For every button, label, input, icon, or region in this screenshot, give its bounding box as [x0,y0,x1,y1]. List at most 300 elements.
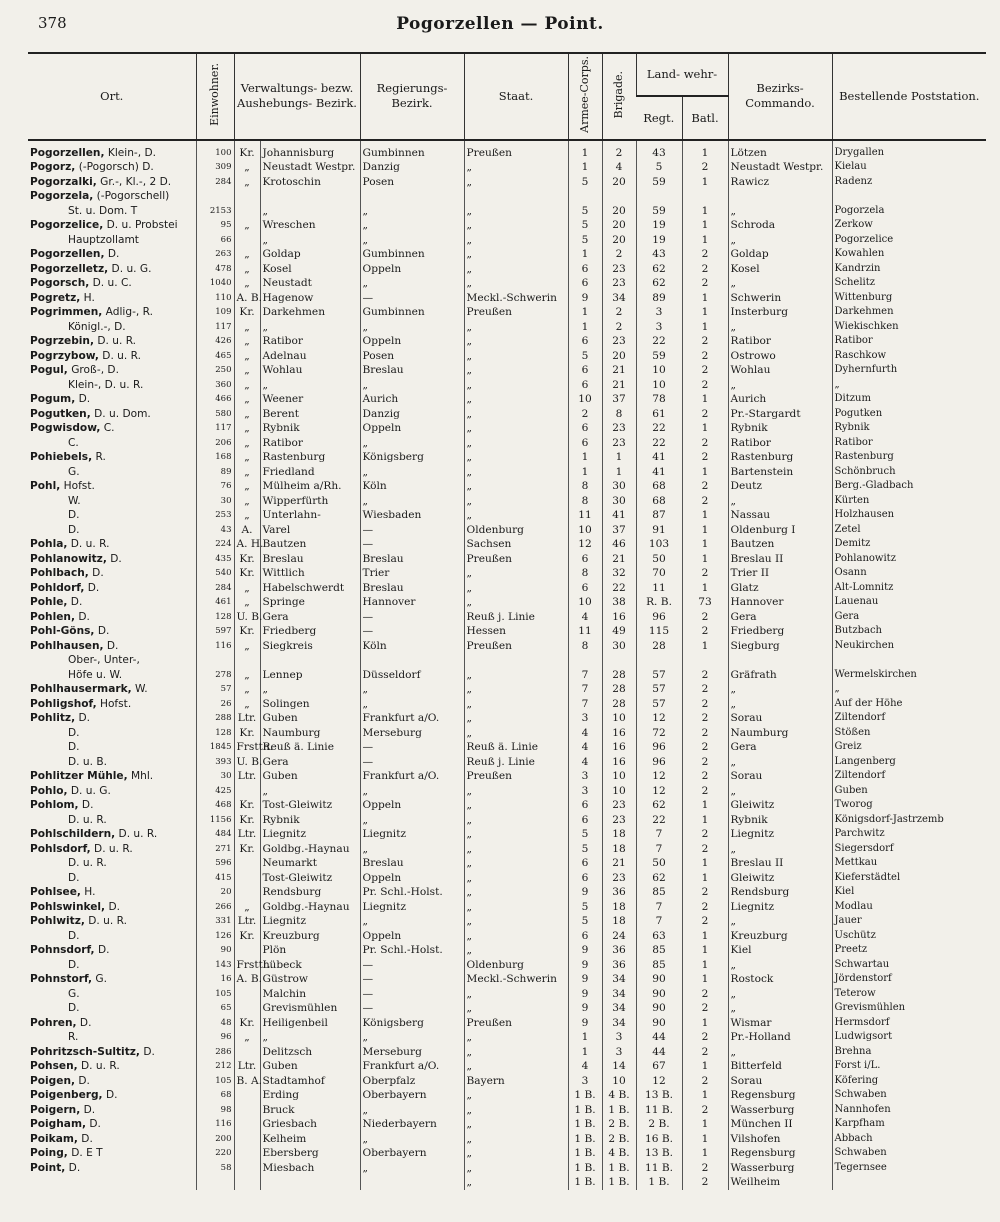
cell-staat: Bayern [464,1074,568,1089]
cell-post [832,189,986,204]
cell-reg: Breslau [360,552,464,567]
table-row [28,320,986,335]
cell-regt: 115 [636,624,682,639]
cell-name: Pogwisdow, C. [30,422,115,435]
cell-ak: 6 [568,929,602,944]
cell-regt: 68 [636,479,682,494]
cell-regt: 22 [636,436,682,451]
cell-regt: 96 [636,740,682,755]
cell-batl: 2 [682,1074,728,1089]
cell-bezirk: Breslau [260,552,360,567]
cell-batl: 2 [682,987,728,1002]
cell-batl: 2 [682,842,728,857]
cell-kind: Kr. [234,552,260,567]
cell-staat: „ [464,581,568,596]
cell-kind: „ [234,276,260,291]
page-number: 378 [38,14,67,32]
cell-kind [234,987,260,1002]
cell-ew: 143 [196,958,234,973]
cell-staat: „ [464,1161,568,1176]
cell-ew [196,653,234,668]
cell-kdo: Rastenburg [728,450,832,465]
table-row [28,958,986,973]
cell-ew: 100 [196,140,234,161]
cell-post: Gera [832,610,986,625]
cell-batl: 2 [682,436,728,451]
cell-kdo: Nassau [728,508,832,523]
cell-reg: „ [360,233,464,248]
cell-ew: 1845 [196,740,234,755]
cell-kdo: „ [728,682,832,697]
cell-batl: 2 [682,610,728,625]
table-row [28,566,986,581]
cell-name: Pohlo, D. u. G. [30,784,111,797]
table-row [28,987,986,1002]
cell-brig: 10 [602,711,636,726]
cell-kdo: Sorau [728,1074,832,1089]
cell-name: D. [68,523,80,536]
cell-staat: „ [464,784,568,799]
cell-bezirk: Naumburg [260,726,360,741]
cell-regt: 7 [636,827,682,842]
cell-regt: 90 [636,1016,682,1031]
cell-reg: Gumbinnen [360,140,464,161]
cell-batl: 2 [682,1103,728,1118]
cell-reg: Liegnitz [360,900,464,915]
cell-brig: 18 [602,827,636,842]
cell-reg: — [360,740,464,755]
cell-ew: 76 [196,479,234,494]
cell-name: Pogorzellen, Klein-, D. [30,146,157,159]
cell-batl: 1 [682,218,728,233]
table-row [28,450,986,465]
cell-brig: 30 [602,639,636,654]
cell-brig: 16 [602,610,636,625]
table-row [28,392,986,407]
cell-batl: 1 [682,972,728,987]
cell-ew: 309 [196,160,234,175]
cell-regt: 11 B. [636,1161,682,1176]
table-row [28,1161,986,1176]
cell-reg: „ [360,697,464,712]
table-row [28,552,986,567]
cell-reg: Breslau [360,363,464,378]
cell-ew: 484 [196,827,234,842]
cell-regt: 44 [636,1030,682,1045]
cell-kind: „ [234,421,260,436]
cell-post: Ziltendorf [832,769,986,784]
cell-ak: 6 [568,334,602,349]
cell-kdo: Liegnitz [728,827,832,842]
cell-kdo: Kosel [728,262,832,277]
cell-batl: 2 [682,479,728,494]
cell-bezirk: Weener [260,392,360,407]
cell-reg: Niederbayern [360,1117,464,1132]
cell-name: Pogutken, D. u. Dom. [30,407,151,420]
cell-bezirk: Miesbach [260,1161,360,1176]
cell-kdo: „ [728,697,832,712]
cell-kdo: Hannover [728,595,832,610]
cell-kdo: Siegburg [728,639,832,654]
cell-ew: 331 [196,914,234,929]
cell-brig: 10 [602,769,636,784]
col-einwohner: Einwohner. [196,53,234,140]
cell-brig: 1 [602,465,636,480]
cell-regt: 90 [636,972,682,987]
cell-ak: 4 [568,726,602,741]
cell-post: Zerkow [832,218,986,233]
cell-reg: „ [360,465,464,480]
cell-post: „ [832,682,986,697]
cell-name: Poigenberg, D. [30,1089,118,1102]
cell-staat: „ [464,871,568,886]
cell-regt: 7 [636,914,682,929]
cell-name: Pohritzsch-Sultitz, D. [30,1045,155,1058]
col-verwaltung: Verwaltungs- bezw. Aushebungs- Bezirk. [234,53,360,140]
cell-regt: 12 [636,711,682,726]
cell-batl: 2 [682,494,728,509]
cell-ew: 57 [196,682,234,697]
cell-kdo: Kiel [728,943,832,958]
table-row [28,204,986,219]
cell-regt: 85 [636,943,682,958]
cell-post: Lauenau [832,595,986,610]
cell-post: Ratibor [832,334,986,349]
cell-reg: Pr. Schl.-Holst. [360,885,464,900]
cell-batl: 1 [682,1132,728,1147]
cell-reg [360,653,464,668]
gazetteer-table [28,52,986,1190]
cell-kdo: Rybnik [728,813,832,828]
cell-bezirk: Rendsburg [260,885,360,900]
cell-ak: 9 [568,943,602,958]
cell-bezirk: „ [260,320,360,335]
cell-regt: 90 [636,987,682,1002]
cell-ak: 6 [568,581,602,596]
cell-post: Forst i/L. [832,1059,986,1074]
cell-bezirk: Rybnik [260,421,360,436]
cell-kind: Kr. [234,929,260,944]
cell-staat: „ [464,204,568,219]
cell-kdo: „ [728,276,832,291]
cell-bezirk: Siegkreis [260,639,360,654]
table-row [28,334,986,349]
cell-batl: 1 [682,204,728,219]
cell-name: Pohlbach, D. [30,567,104,580]
cell-regt: 43 [636,140,682,161]
cell-staat: „ [464,247,568,262]
col-regierung: Regierungs- Bezirk. [360,53,464,140]
cell-ew: 580 [196,407,234,422]
cell-staat: „ [464,566,568,581]
cell-batl: 2 [682,624,728,639]
cell-post: Wittenburg [832,291,986,306]
table-row [28,1016,986,1031]
cell-staat: „ [464,175,568,190]
cell-ew: 30 [196,769,234,784]
cell-kdo: „ [728,914,832,929]
cell-brig: 24 [602,929,636,944]
cell-kdo: Insterburg [728,305,832,320]
cell-kind [234,653,260,668]
cell-staat: „ [464,1088,568,1103]
cell-kind [234,943,260,958]
cell-staat: „ [464,1103,568,1118]
cell-kind: „ [234,320,260,335]
cell-post: Jauer [832,914,986,929]
cell-name: Pohle, D. [30,596,83,609]
cell-post: Ditzum [832,392,986,407]
cell-name: St. u. Dom. T [68,204,138,217]
table-row [28,624,986,639]
table-row [28,581,986,596]
cell-kind: Ltr. [234,711,260,726]
cell-name: Pohnsdorf, D. [30,944,110,957]
cell-reg: Oppeln [360,334,464,349]
cell-post: Darkehmen [832,305,986,320]
cell-ew: 206 [196,436,234,451]
cell-reg: „ [360,842,464,857]
cell-post: Tworog [832,798,986,813]
cell-staat: „ [464,1175,568,1190]
cell-bezirk: Friedland [260,465,360,480]
cell-post: Kandrzin [832,262,986,277]
cell-kdo: Wohlau [728,363,832,378]
cell-ak: 6 [568,378,602,393]
cell-brig: 20 [602,233,636,248]
cell-reg: „ [360,1132,464,1147]
cell-regt: 3 [636,320,682,335]
cell-staat: „ [464,233,568,248]
cell-brig: 23 [602,262,636,277]
cell-ak: 6 [568,436,602,451]
cell-ew [196,189,234,204]
cell-name: D. [68,726,80,739]
table-row [28,1132,986,1147]
cell-staat: „ [464,595,568,610]
cell-kdo: München II [728,1117,832,1132]
cell-batl: 1 [682,856,728,871]
cell-brig: 2 [602,320,636,335]
cell-reg: — [360,972,464,987]
cell-reg: Gumbinnen [360,305,464,320]
cell-regt: 28 [636,639,682,654]
cell-bezirk: Berent [260,407,360,422]
table-row [28,842,986,857]
cell-kind: Kr. [234,842,260,857]
cell-post: Schwaben [832,1088,986,1103]
cell-post: Schwartau [832,958,986,973]
cell-kind: „ [234,508,260,523]
cell-reg: Merseburg [360,1045,464,1060]
cell-brig: 10 [602,1074,636,1089]
cell-brig: 2 [602,305,636,320]
cell-reg: Posen [360,175,464,190]
cell-kind: Ltr. [234,827,260,842]
cell-kdo: Goldap [728,247,832,262]
cell-ew: 393 [196,755,234,770]
cell-regt: 2 B. [636,1117,682,1132]
cell-batl: 1 [682,1117,728,1132]
cell-batl: 2 [682,363,728,378]
cell-kind: A. [234,523,260,538]
cell-reg: Köln [360,479,464,494]
cell-regt: 87 [636,508,682,523]
cell-brig: 2 B. [602,1132,636,1147]
cell-kind: Kr. [234,1016,260,1031]
cell-batl: 1 [682,421,728,436]
cell-ak: 9 [568,972,602,987]
cell-reg: Danzig [360,160,464,175]
cell-batl: 1 [682,1088,728,1103]
cell-ak: 3 [568,1074,602,1089]
cell-name: Pohsen, D. u. R. [30,1060,120,1073]
cell-post: Brehna [832,1045,986,1060]
cell-post: Zetel [832,523,986,538]
cell-ak: 3 [568,769,602,784]
cell-kind: „ [234,436,260,451]
cell-batl: 2 [682,885,728,900]
cell-bezirk: Bruck [260,1103,360,1118]
cell-brig: 1 B. [602,1175,636,1190]
cell-brig: 14 [602,1059,636,1074]
cell-regt: 96 [636,755,682,770]
cell-reg: Wiesbaden [360,508,464,523]
cell-post: Pohlanowitz [832,552,986,567]
cell-ak: 6 [568,871,602,886]
cell-name: Pohlswinkel, D. [30,900,120,913]
cell-ak: 8 [568,639,602,654]
cell-batl: 2 [682,1001,728,1016]
cell-reg: — [360,523,464,538]
cell-kdo: Naumburg [728,726,832,741]
cell-bezirk: Rastenburg [260,450,360,465]
table-row [28,160,986,175]
table-row [28,349,986,364]
cell-ew: 89 [196,465,234,480]
cell-post: Abbach [832,1132,986,1147]
cell-post: Pogorzela [832,204,986,219]
cell-ew: 425 [196,784,234,799]
cell-bezirk: Neustadt Westpr. [260,160,360,175]
cell-staat: Meckl.-Schwerin [464,291,568,306]
cell-batl: 2 [682,726,728,741]
cell-name: Pohren, D. [30,1016,92,1029]
cell-reg: Oberpfalz [360,1074,464,1089]
cell-staat: Hessen [464,624,568,639]
cell-kdo: „ [728,494,832,509]
cell-batl: 2 [682,900,728,915]
table-row [28,1175,986,1190]
cell-kdo [728,653,832,668]
cell-reg: „ [360,436,464,451]
cell-kdo: Wasserburg [728,1103,832,1118]
cell-batl: 2 [682,827,728,842]
cell-kind: B. A. [234,1074,260,1089]
cell-ak: 6 [568,276,602,291]
cell-staat: „ [464,320,568,335]
cell-ew: 360 [196,378,234,393]
cell-ak: 7 [568,697,602,712]
cell-bezirk: Gera [260,755,360,770]
cell-ew: 96 [196,1030,234,1045]
cell-bezirk: „ [260,204,360,219]
table-row [28,929,986,944]
cell-name: Pogretz, H. [30,291,95,304]
cell-ak: 1 B. [568,1132,602,1147]
cell-name: Höfe u. W. [68,668,123,681]
cell-ew: 68 [196,1088,234,1103]
cell-ew: 263 [196,247,234,262]
cell-post: Ratibor [832,436,986,451]
cell-batl: 1 [682,508,728,523]
cell-bezirk: „ [260,784,360,799]
cell-post: Pogutken [832,407,986,422]
cell-brig: 3 [602,1045,636,1060]
cell-brig: 36 [602,885,636,900]
cell-ew: 105 [196,987,234,1002]
table-row [28,1030,986,1045]
cell-post: Schönbruch [832,465,986,480]
cell-ak: 6 [568,421,602,436]
cell-post: Stößen [832,726,986,741]
cell-kind [234,233,260,248]
cell-kind [234,784,260,799]
cell-name: Pohlanowitz, D. [30,552,122,565]
cell-kind: A. B. [234,972,260,987]
cell-staat: „ [464,842,568,857]
cell-name: Pogrzebin, D. u. R. [30,335,137,348]
cell-regt: 7 [636,842,682,857]
cell-name: D. [68,929,80,942]
table-row [28,465,986,480]
cell-ak: 6 [568,552,602,567]
cell-kind: „ [234,247,260,262]
cell-staat: „ [464,276,568,291]
cell-staat: „ [464,813,568,828]
cell-kind [234,871,260,886]
cell-name: D. [68,741,80,754]
table-row [28,972,986,987]
cell-kdo: Vilshofen [728,1132,832,1147]
table-row [28,479,986,494]
cell-ew: 117 [196,320,234,335]
cell-post: Rastenburg [832,450,986,465]
cell-kind [234,1175,260,1190]
cell-post: Teterow [832,987,986,1002]
cell-kind: Kr. [234,624,260,639]
cell-staat: „ [464,697,568,712]
cell-brig: 23 [602,421,636,436]
cell-bezirk: „ [260,378,360,393]
cell-ew: 2153 [196,204,234,219]
cell-brig: 49 [602,624,636,639]
cell-name: D. u. R. [68,813,107,826]
cell-bezirk: Kelheim [260,1132,360,1147]
cell-ew: 288 [196,711,234,726]
cell-post: Kielau [832,160,986,175]
cell-reg: „ [360,813,464,828]
cell-post: Königsdorf-Jastrzemb [832,813,986,828]
cell-staat: „ [464,668,568,683]
cell-ak: 1 [568,140,602,161]
cell-batl: 1 [682,175,728,190]
cell-kdo: Trier II [728,566,832,581]
cell-staat: „ [464,987,568,1002]
cell-kdo: Bautzen [728,537,832,552]
cell-staat: „ [464,494,568,509]
cell-regt: 72 [636,726,682,741]
